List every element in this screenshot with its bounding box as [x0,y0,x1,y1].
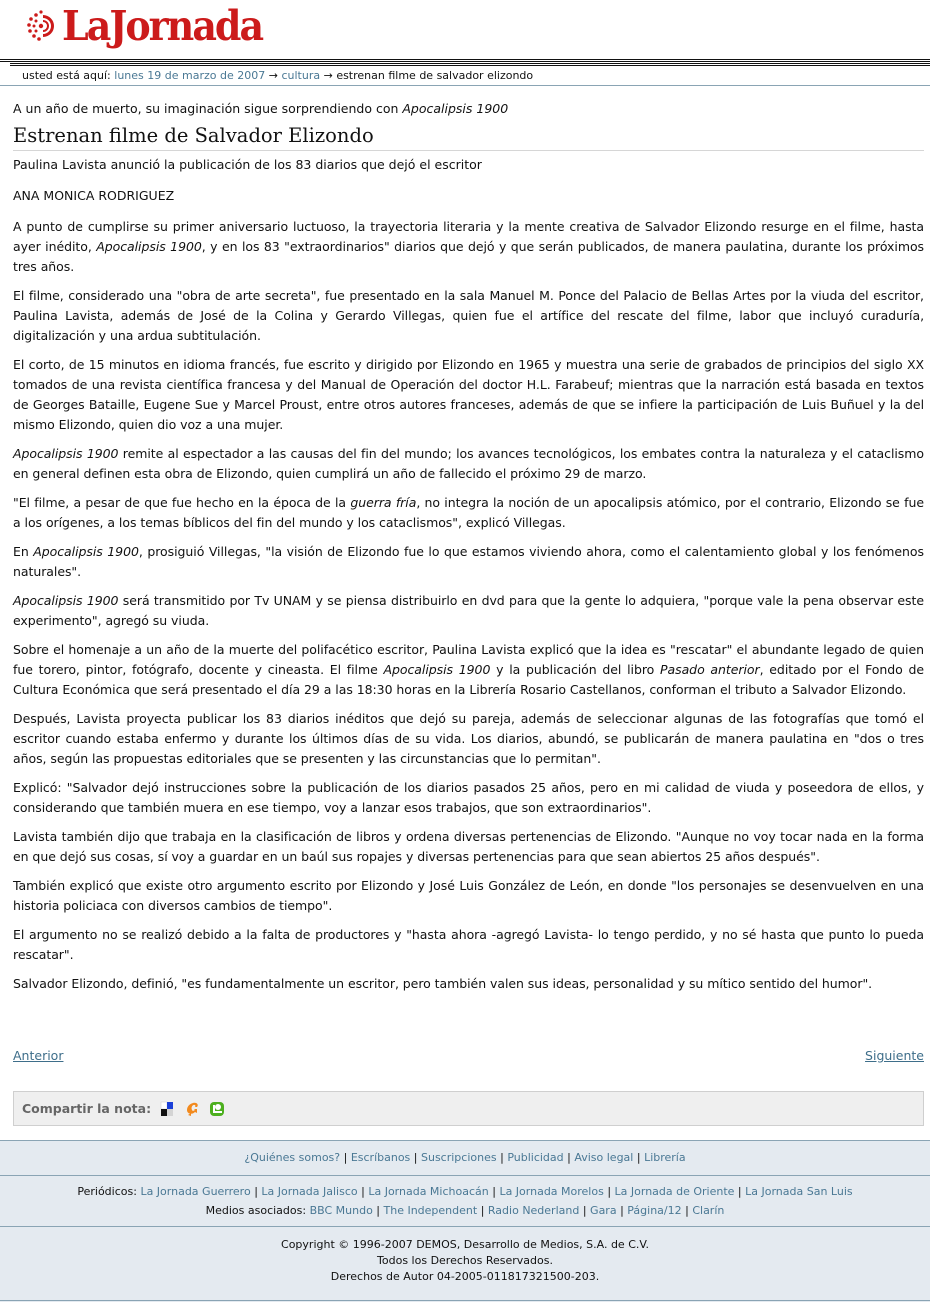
breadcrumb-prefix: usted está aquí: [22,69,111,82]
delicious-icon[interactable] [159,1101,175,1117]
text: , prosiguió Villegas, "la visión de Elizondo fue lo que estamos viviendo ahora, como el calentamiento global y los fenómenos naturales". [13,544,924,579]
separator: | [579,1204,591,1217]
divider [0,1226,930,1227]
footer-link[interactable]: Radio Nederland [487,1204,580,1217]
footer-link[interactable]: Publicidad [507,1151,564,1164]
footer-link[interactable]: La Jornada San Luis [745,1185,853,1198]
footer-link[interactable]: Suscripciones [421,1151,497,1164]
logo-wordmark: LaJornada [62,1,263,50]
footer-periodicos [0,1185,930,1199]
article-paragraph [13,355,924,435]
article-paragraph [13,827,924,867]
medios-label: Medios asociados: [205,1204,307,1217]
divider [0,1140,930,1141]
text: , y en los 83 "extraordinarios" diarios que dejó y que serán publicados, de manera paulatina, durante los próximos tres años. [13,239,925,274]
footer-link[interactable]: The Independent [383,1204,478,1217]
article-author: ANA MONICA RODRIGUEZ [13,188,175,203]
separator: | [340,1151,351,1164]
article-paragraph [13,542,924,582]
article-navigation [13,1048,924,1066]
digg-icon[interactable] [184,1101,200,1117]
separator: | [496,1151,508,1164]
article-kicker [13,100,924,118]
text: Sobre el homenaje a un año de la muerte del polifacético escritor, Paulina Lavista explicó que la idea es "rescatar" el abundante legado de quien fue torero, pintor, fotógrafo, docente y cineasta. El filme [13,642,924,677]
footer-link[interactable]: La Jornada Morelos [499,1185,604,1198]
text: El filme, considerado una "obra de arte secreta", fue presentado en la sala Manuel M. Ponce del Palacio de Bellas Artes por la viuda del escritor, Paulina Lavista, además de José de la Colina y Gerardo Villegas, quien fue el artífice del rescate del filme, labor que incluyó curaduría, digitalización y una ardua subtitulación. [13,288,924,343]
article [13,100,924,994]
article-paragraph [13,709,924,769]
footer-link[interactable]: Aviso legal [574,1151,634,1164]
previous-article-link[interactable]: Anterior [13,1048,64,1063]
rights-text: Todos los Derechos Reservados. [377,1254,553,1267]
breadcrumb-section-link[interactable]: cultura [281,69,321,82]
article-paragraph [13,444,924,484]
footer-link[interactable]: La Jornada Jalisco [261,1185,358,1198]
article-paragraph [13,778,924,818]
text: , no integra la noción de un apocalipsis atómico, por el contrario, Elizondo se fue a los orígenes, a los temas bíblicos del fin del mundo y los cataclismos", explicó Villegas. [13,495,924,530]
site-footer [0,1140,930,1302]
italic-text: Apocalipsis 1900 [33,544,139,559]
text: El corto, de 15 minutos en idioma francés, fue escrito y dirigido por Elizondo en 1965 y muestra una serie de grabados de principios del siglo XX tomados de una revista científica francesa y del Manual de Operación del doctor H.L. Farabeuf; mientras que la narración está basada en textos de Georges Bataille, Eugene Sue y Marcel Proust, entre otros autores franceses, además de que se infiere la participación de Luis Buñuel y la del mismo Elizondo, quien dio voz a una mujer. [13,357,924,432]
divider [0,85,930,86]
article-paragraph [13,217,924,277]
separator: | [410,1151,421,1164]
article-paragraph [13,493,924,533]
share-label: Compartir la nota: [22,1101,152,1116]
separator: | [250,1185,262,1198]
separator: | [357,1185,369,1198]
share-bar [13,1091,924,1126]
italic-text: Apocalipsis 1900 [96,239,202,254]
article-paragraph [13,591,924,631]
italic-text: Apocalipsis 1900 [402,101,509,116]
article-body [13,217,924,994]
divider [0,1300,930,1301]
footer-links [0,1151,930,1165]
footer-link[interactable]: Escríbanos [350,1151,411,1164]
divider [0,1175,930,1176]
article-paragraph [13,286,924,346]
text: será transmitido por Tv UNAM y se piensa distribuirlo en dvd para que la gente lo adquiera, "porque vale la pena observar este experimento", agregó su viuda. [13,593,925,628]
text: Lavista también dijo que trabaja en la clasificación de libros y ordena diversas pertenencias de Elizondo. "Aunque no voy tocar nada en la forma en que dejó sus cosas, sí voy a guardar en un baúl sus ropajes y diversas pertenencias para que sean abiertos 25 años después". [13,829,924,864]
text: remite al espectador a las causas del fin del mundo; los avances tecnológicos, los embates contra la naturaleza y el cataclismo en general definen esta obra de Elizondo, quien cumplirá un año de fallecido el próximo 29 de marzo. [13,446,924,481]
site-header [0,0,930,82]
separator: | [633,1151,645,1164]
header-rule [10,59,930,67]
article-paragraph [13,974,924,994]
breadcrumb-date-link[interactable]: lunes 19 de marzo de 2007 [114,69,266,82]
article-subtitle: Paulina Lavista anunció la publicación de los 83 diarios que dejó el escritor [13,157,482,172]
separator: | [488,1185,500,1198]
footer-link[interactable]: La Jornada Guerrero [140,1185,251,1198]
article-paragraph [13,640,924,700]
text: El argumento no se realizó debido a la falta de productores y "hasta ahora -agregó Lavista- lo tengo perdido, y no sé hasta que punto lo pueda rescatar". [13,927,924,962]
author-rights-text: Derechos de Autor 04-2005-011817321500-203. [330,1270,600,1283]
separator: | [372,1204,384,1217]
footer-link[interactable]: Página/12 [627,1204,682,1217]
footer-link[interactable]: La Jornada Michoacán [368,1185,489,1198]
text: Explicó: "Salvador dejó instrucciones sobre la publicación de los diarios pasados 25 años, pero en mi calidad de viuda y poseedora de ellos, y considerando que también muera en ese tiempo, voy a lanzar esos trabajos, que son extraordinarios". [13,780,924,815]
italic-text: Apocalipsis 1900 [13,593,119,608]
periodicos-label: Periódicos: [77,1185,137,1198]
separator: | [603,1185,615,1198]
article-paragraph [13,925,924,965]
italic-text: guerra fría [350,495,417,510]
footer-link[interactable]: Gara [590,1204,617,1217]
breadcrumb-separator: → [323,69,333,82]
italic-text: Apocalipsis 1900 [13,446,119,461]
text: También explicó que existe otro argumento escrito por Elizondo y José Luis González de León, en donde "los personajes se desenvuelven en una historia policiaca con diversos cambios de tiempo". [13,878,924,913]
footer-medios [0,1204,930,1218]
text: "El filme, a pesar de que fue hecho en la época de la [13,495,351,510]
footer-link[interactable]: Librería [644,1151,686,1164]
sun-logo-icon [26,9,60,43]
meneame-icon[interactable] [209,1101,225,1117]
medios-links [310,1204,725,1217]
footer-link[interactable]: La Jornada de Oriente [614,1185,735,1198]
separator: | [616,1204,628,1217]
separator: | [734,1185,746,1198]
text: En [13,544,34,559]
text: y la publicación del libro [490,662,661,677]
separator: | [477,1204,488,1217]
next-article-link[interactable]: Siguiente [865,1048,924,1063]
text: , editado por el Fondo de Cultura Económica que será presentado el día 29 a las 18:30 horas en la Librería Rosario Castellanos, conforman el tributo a Salvador Elizondo. [13,662,925,697]
periodicos-links [140,1185,852,1198]
breadcrumb-separator: → [268,69,278,82]
article-paragraph [13,876,924,916]
copyright-text: Copyright © 1996-2007 DEMOS, Desarrollo de Medios, S.A. de C.V. [281,1238,649,1251]
footer-link[interactable]: Clarín [692,1204,725,1217]
footer-link[interactable]: ¿Quiénes somos? [244,1151,341,1164]
breadcrumb-current: estrenan filme de salvador elizondo [336,69,534,82]
text: A un año de muerto, su imaginación sigue sorprendiendo con [13,101,403,116]
italic-text: Pasado anterior [660,662,760,677]
article-title: Estrenan filme de Salvador Elizondo [13,124,924,151]
italic-text: Apocalipsis 1900 [383,662,491,677]
separator: | [681,1204,693,1217]
separator: | [563,1151,575,1164]
footer-link[interactable]: BBC Mundo [309,1204,373,1217]
text: Salvador Elizondo, definió, "es fundamentalmente un escritor, pero también valen sus ideas, personalidad y su mítico sentido del humor". [13,976,873,991]
text: Después, Lavista proyecta publicar los 83 diarios inéditos que dejó su pareja, además de seleccionar algunas de las fotografías que tomó el escritor cuando estaba enfermo y durante los últimos días de su vida. Los diarios, abundó, se publicarán de manera paulatina en "dos o tres años, según las propuestas editoriales que se presenten y las circunstancias que lo permitan". [13,711,924,766]
breadcrumb [22,69,533,83]
site-logo[interactable] [26,2,262,50]
text: A punto de cumplirse su primer aniversario luctuoso, la trayectoria literaria y la mente creativa de Salvador Elizondo resurge en el filme, hasta ayer inédito, [13,219,924,254]
